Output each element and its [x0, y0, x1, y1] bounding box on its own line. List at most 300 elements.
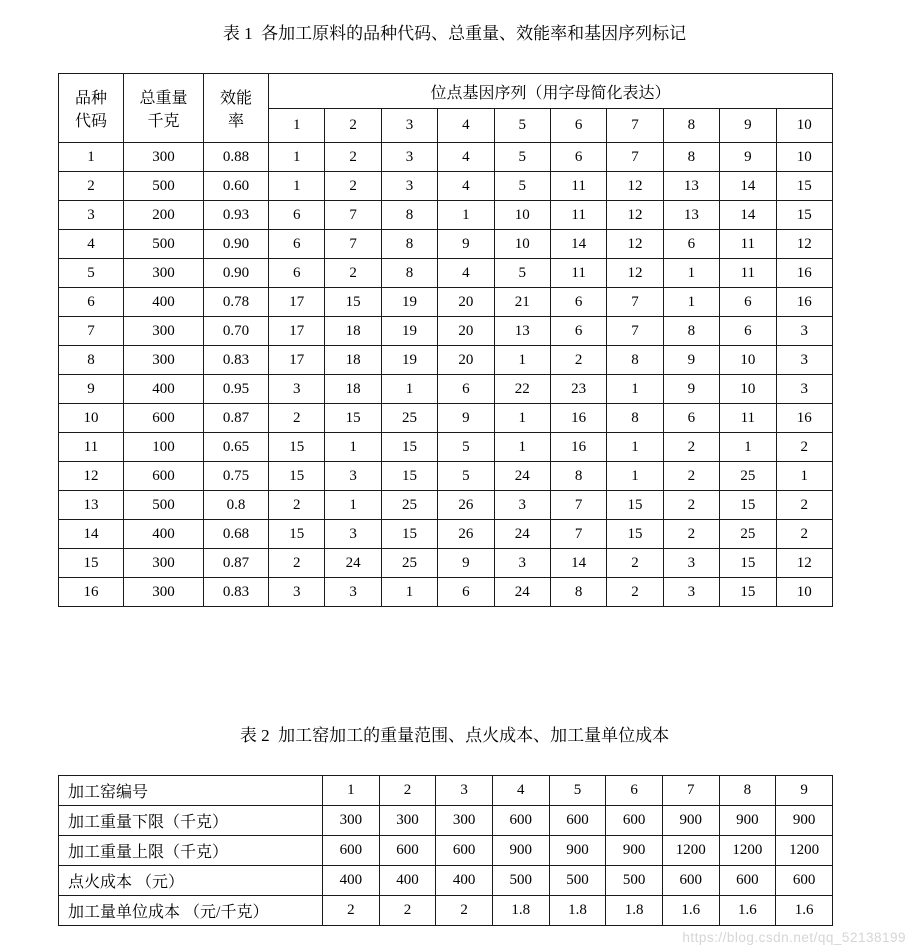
table-row [59, 578, 833, 607]
gene-value-cell: 16 [550, 433, 606, 462]
gene-value-cell: 5 [494, 143, 550, 172]
gene-value-cell: 1 [607, 462, 663, 491]
header-variety-code [59, 74, 124, 143]
gene-value-cell: 2 [269, 491, 325, 520]
gene-value-cell: 2 [663, 462, 719, 491]
gene-value-cell: 2 [269, 404, 325, 433]
gene-value-cell: 1 [720, 433, 776, 462]
gene-value-cell: 11 [720, 259, 776, 288]
gene-value-cell: 1 [325, 491, 381, 520]
gene-value-cell: 6 [550, 288, 606, 317]
gene-value-cell: 1 [325, 433, 381, 462]
gene-value-cell: 2 [269, 549, 325, 578]
table-row [59, 896, 833, 926]
table1-raw-materials [58, 73, 833, 607]
gene-value-cell: 19 [381, 288, 437, 317]
gene-value-cell: 6 [438, 578, 494, 607]
kiln-value-cell: 9 [776, 776, 833, 806]
table-row [59, 866, 833, 896]
gene-value-cell: 2 [776, 433, 832, 462]
kiln-value-cell: 8 [719, 776, 776, 806]
gene-value-cell: 1 [438, 201, 494, 230]
gene-value-cell: 6 [550, 317, 606, 346]
gene-value-cell: 10 [494, 201, 550, 230]
variety-code-cell: 16 [59, 578, 124, 607]
gene-value-cell: 12 [776, 549, 832, 578]
efficiency-cell: 0.68 [204, 520, 269, 549]
total-weight-cell: 600 [124, 462, 204, 491]
gene-value-cell: 4 [438, 172, 494, 201]
table2-kiln-parameters [58, 775, 833, 926]
gene-value-cell: 6 [269, 230, 325, 259]
gene-value-cell: 3 [776, 346, 832, 375]
gene-value-cell: 6 [663, 404, 719, 433]
efficiency-cell: 0.8 [204, 491, 269, 520]
gene-value-cell: 18 [325, 375, 381, 404]
gene-value-cell: 2 [663, 491, 719, 520]
total-weight-cell: 300 [124, 259, 204, 288]
table-row [59, 288, 833, 317]
gene-value-cell: 15 [720, 491, 776, 520]
gene-column-header: 4 [438, 109, 494, 143]
gene-value-cell: 7 [550, 491, 606, 520]
kiln-value-cell: 2 [436, 896, 493, 926]
table-row [59, 317, 833, 346]
gene-value-cell: 15 [325, 288, 381, 317]
gene-value-cell: 9 [663, 346, 719, 375]
gene-value-cell: 2 [607, 549, 663, 578]
kiln-value-cell: 900 [492, 836, 549, 866]
kiln-value-cell: 300 [379, 806, 436, 836]
gene-value-cell: 25 [381, 549, 437, 578]
gene-value-cell: 6 [663, 230, 719, 259]
header-total-weight-line1: 总重量 [139, 90, 188, 107]
header-variety-code-line1: 品种 [74, 90, 107, 107]
gene-value-cell: 1 [269, 143, 325, 172]
gene-value-cell: 18 [325, 346, 381, 375]
total-weight-cell: 300 [124, 549, 204, 578]
variety-code-cell: 7 [59, 317, 124, 346]
table-row [59, 375, 833, 404]
gene-value-cell: 3 [381, 143, 437, 172]
gene-value-cell: 17 [269, 346, 325, 375]
gene-value-cell: 3 [776, 375, 832, 404]
kiln-value-cell: 2 [379, 896, 436, 926]
gene-value-cell: 3 [381, 172, 437, 201]
gene-value-cell: 20 [438, 346, 494, 375]
gene-value-cell: 10 [720, 346, 776, 375]
variety-code-cell: 5 [59, 259, 124, 288]
gene-value-cell: 16 [776, 404, 832, 433]
gene-value-cell: 6 [438, 375, 494, 404]
gene-value-cell: 15 [381, 462, 437, 491]
kiln-value-cell: 900 [662, 806, 719, 836]
gene-value-cell: 12 [607, 259, 663, 288]
gene-value-cell: 12 [607, 172, 663, 201]
gene-value-cell: 4 [438, 143, 494, 172]
gene-value-cell: 3 [325, 578, 381, 607]
gene-value-cell: 11 [550, 259, 606, 288]
efficiency-cell: 0.83 [204, 578, 269, 607]
efficiency-cell: 0.93 [204, 201, 269, 230]
kiln-value-cell: 500 [549, 866, 606, 896]
gene-value-cell: 24 [494, 578, 550, 607]
gene-value-cell: 2 [663, 520, 719, 549]
kiln-value-cell: 600 [323, 836, 380, 866]
efficiency-cell: 0.87 [204, 404, 269, 433]
gene-value-cell: 12 [607, 201, 663, 230]
kiln-value-cell: 7 [662, 776, 719, 806]
gene-value-cell: 14 [550, 549, 606, 578]
efficiency-cell: 0.83 [204, 346, 269, 375]
gene-value-cell: 24 [325, 549, 381, 578]
table2-title: 表 2 加工窑加工的重量范围、点火成本、加工量单位成本 [239, 726, 670, 745]
total-weight-cell: 500 [124, 172, 204, 201]
total-weight-cell: 400 [124, 520, 204, 549]
kiln-value-cell: 600 [492, 806, 549, 836]
gene-value-cell: 19 [381, 346, 437, 375]
gene-value-cell: 15 [607, 491, 663, 520]
gene-value-cell: 13 [663, 201, 719, 230]
header-efficiency-line1: 效能 [219, 90, 252, 107]
header-total-weight-line2: 千克 [147, 113, 180, 130]
gene-value-cell: 5 [494, 172, 550, 201]
kiln-value-cell: 6 [606, 776, 663, 806]
gene-value-cell: 15 [269, 462, 325, 491]
gene-value-cell: 8 [381, 201, 437, 230]
table-row [59, 259, 833, 288]
kiln-value-cell: 1200 [662, 836, 719, 866]
total-weight-cell: 400 [124, 375, 204, 404]
gene-value-cell: 12 [776, 230, 832, 259]
header-gene-sequence-group: 位点基因序列（用字母简化表达） [269, 74, 833, 109]
gene-value-cell: 5 [438, 462, 494, 491]
gene-value-cell: 7 [607, 317, 663, 346]
gene-value-cell: 2 [325, 259, 381, 288]
gene-value-cell: 10 [776, 143, 832, 172]
gene-value-cell: 8 [607, 346, 663, 375]
efficiency-cell: 0.70 [204, 317, 269, 346]
table-row [59, 520, 833, 549]
kiln-value-cell: 400 [379, 866, 436, 896]
gene-value-cell: 16 [776, 288, 832, 317]
kiln-value-cell: 600 [606, 806, 663, 836]
table-row [59, 836, 833, 866]
kiln-value-cell: 500 [492, 866, 549, 896]
kiln-value-cell: 900 [719, 806, 776, 836]
row-label-cell: 加工重量上限（千克） [59, 836, 323, 866]
table1-title: 表 1 各加工原料的品种代码、总重量、效能率和基因序列标记 [222, 24, 687, 43]
gene-value-cell: 1 [494, 346, 550, 375]
kiln-value-cell: 1.8 [549, 896, 606, 926]
gene-value-cell: 14 [720, 201, 776, 230]
header-total-weight [124, 74, 204, 143]
kiln-value-cell: 1.8 [492, 896, 549, 926]
gene-value-cell: 15 [269, 520, 325, 549]
table2-body [59, 776, 833, 926]
kiln-value-cell: 900 [606, 836, 663, 866]
efficiency-cell: 0.60 [204, 172, 269, 201]
gene-value-cell: 1 [663, 288, 719, 317]
gene-value-cell: 10 [720, 375, 776, 404]
gene-value-cell: 18 [325, 317, 381, 346]
total-weight-cell: 500 [124, 230, 204, 259]
gene-value-cell: 6 [720, 317, 776, 346]
kiln-value-cell: 2 [323, 896, 380, 926]
gene-value-cell: 9 [720, 143, 776, 172]
gene-value-cell: 3 [663, 578, 719, 607]
gene-value-cell: 7 [325, 230, 381, 259]
gene-value-cell: 26 [438, 520, 494, 549]
gene-value-cell: 9 [438, 404, 494, 433]
variety-code-cell: 13 [59, 491, 124, 520]
table-row [59, 549, 833, 578]
gene-value-cell: 15 [381, 433, 437, 462]
gene-value-cell: 1 [494, 433, 550, 462]
kiln-value-cell: 600 [379, 836, 436, 866]
kiln-value-cell: 600 [776, 866, 833, 896]
efficiency-cell: 0.75 [204, 462, 269, 491]
gene-value-cell: 1 [663, 259, 719, 288]
kiln-value-cell: 4 [492, 776, 549, 806]
total-weight-cell: 300 [124, 578, 204, 607]
gene-value-cell: 14 [720, 172, 776, 201]
gene-value-cell: 3 [494, 491, 550, 520]
gene-value-cell: 4 [438, 259, 494, 288]
gene-value-cell: 26 [438, 491, 494, 520]
gene-value-cell: 6 [269, 259, 325, 288]
gene-value-cell: 9 [438, 230, 494, 259]
gene-value-cell: 22 [494, 375, 550, 404]
gene-value-cell: 7 [607, 143, 663, 172]
gene-value-cell: 6 [550, 143, 606, 172]
total-weight-cell: 300 [124, 346, 204, 375]
gene-value-cell: 3 [325, 462, 381, 491]
total-weight-cell: 400 [124, 288, 204, 317]
gene-value-cell: 5 [438, 433, 494, 462]
gene-value-cell: 13 [494, 317, 550, 346]
gene-value-cell: 23 [550, 375, 606, 404]
table1-body [59, 143, 833, 607]
gene-value-cell: 2 [776, 491, 832, 520]
header-efficiency-rate [204, 74, 269, 143]
variety-code-cell: 3 [59, 201, 124, 230]
kiln-value-cell: 2 [379, 776, 436, 806]
total-weight-cell: 200 [124, 201, 204, 230]
gene-value-cell: 19 [381, 317, 437, 346]
gene-column-header: 5 [494, 109, 550, 143]
row-label-cell: 加工量单位成本 （元/千克） [59, 896, 323, 926]
total-weight-cell: 500 [124, 491, 204, 520]
gene-value-cell: 25 [381, 404, 437, 433]
variety-code-cell: 14 [59, 520, 124, 549]
table-row [59, 172, 833, 201]
gene-value-cell: 20 [438, 317, 494, 346]
variety-code-cell: 2 [59, 172, 124, 201]
gene-value-cell: 1 [607, 375, 663, 404]
gene-value-cell: 11 [720, 404, 776, 433]
gene-value-cell: 25 [720, 520, 776, 549]
gene-column-header: 9 [720, 109, 776, 143]
gene-value-cell: 17 [269, 317, 325, 346]
gene-column-header: 7 [607, 109, 663, 143]
gene-column-header: 3 [381, 109, 437, 143]
gene-value-cell: 11 [550, 201, 606, 230]
gene-value-cell: 3 [269, 578, 325, 607]
gene-value-cell: 10 [776, 578, 832, 607]
gene-value-cell: 15 [720, 549, 776, 578]
kiln-value-cell: 900 [776, 806, 833, 836]
gene-value-cell: 2 [607, 578, 663, 607]
gene-value-cell: 1 [269, 172, 325, 201]
efficiency-cell: 0.90 [204, 259, 269, 288]
gene-value-cell: 8 [381, 259, 437, 288]
gene-column-header: 6 [550, 109, 606, 143]
gene-value-cell: 16 [776, 259, 832, 288]
kiln-value-cell: 900 [549, 836, 606, 866]
table-row [59, 433, 833, 462]
kiln-value-cell: 1.6 [719, 896, 776, 926]
kiln-value-cell: 1.6 [662, 896, 719, 926]
gene-value-cell: 15 [776, 172, 832, 201]
gene-value-cell: 3 [325, 520, 381, 549]
gene-column-header: 1 [269, 109, 325, 143]
variety-code-cell: 6 [59, 288, 124, 317]
kiln-value-cell: 500 [606, 866, 663, 896]
kiln-value-cell: 5 [549, 776, 606, 806]
gene-value-cell: 5 [494, 259, 550, 288]
gene-value-cell: 3 [776, 317, 832, 346]
header-variety-code-line2: 代码 [74, 113, 107, 130]
total-weight-cell: 100 [124, 433, 204, 462]
gene-value-cell: 1 [381, 375, 437, 404]
gene-value-cell: 6 [269, 201, 325, 230]
gene-value-cell: 15 [607, 520, 663, 549]
kiln-value-cell: 1200 [776, 836, 833, 866]
row-label-cell: 点火成本 （元） [59, 866, 323, 896]
efficiency-cell: 0.88 [204, 143, 269, 172]
gene-value-cell: 3 [494, 549, 550, 578]
total-weight-cell: 300 [124, 317, 204, 346]
gene-value-cell: 8 [550, 462, 606, 491]
efficiency-cell: 0.78 [204, 288, 269, 317]
gene-value-cell: 3 [663, 549, 719, 578]
gene-value-cell: 2 [325, 172, 381, 201]
gene-value-cell: 8 [550, 578, 606, 607]
gene-value-cell: 1 [494, 404, 550, 433]
kiln-value-cell: 1200 [719, 836, 776, 866]
gene-value-cell: 10 [494, 230, 550, 259]
gene-value-cell: 6 [720, 288, 776, 317]
watermark-url: https://blog.csdn.net/qq_52138199 [682, 930, 906, 945]
table-row [59, 230, 833, 259]
gene-value-cell: 24 [494, 520, 550, 549]
gene-column-header: 8 [663, 109, 719, 143]
gene-value-cell: 11 [550, 172, 606, 201]
variety-code-cell: 4 [59, 230, 124, 259]
gene-column-header: 10 [776, 109, 832, 143]
kiln-value-cell: 600 [436, 836, 493, 866]
kiln-value-cell: 300 [436, 806, 493, 836]
table1-header [59, 74, 833, 143]
kiln-value-cell: 1 [323, 776, 380, 806]
kiln-value-cell: 600 [719, 866, 776, 896]
gene-value-cell: 20 [438, 288, 494, 317]
gene-value-cell: 15 [381, 520, 437, 549]
gene-value-cell: 8 [663, 317, 719, 346]
gene-value-cell: 2 [663, 433, 719, 462]
gene-value-cell: 7 [550, 520, 606, 549]
gene-value-cell: 3 [269, 375, 325, 404]
variety-code-cell: 11 [59, 433, 124, 462]
gene-value-cell: 2 [550, 346, 606, 375]
gene-value-cell: 13 [663, 172, 719, 201]
kiln-value-cell: 1.6 [776, 896, 833, 926]
header-efficiency-line2: 率 [227, 113, 244, 130]
gene-value-cell: 2 [776, 520, 832, 549]
row-label-cell: 加工重量下限（千克） [59, 806, 323, 836]
efficiency-cell: 0.65 [204, 433, 269, 462]
kiln-value-cell: 3 [436, 776, 493, 806]
gene-value-cell: 8 [381, 230, 437, 259]
gene-value-cell: 16 [550, 404, 606, 433]
gene-value-cell: 15 [720, 578, 776, 607]
gene-value-cell: 1 [607, 433, 663, 462]
variety-code-cell: 1 [59, 143, 124, 172]
table-row [59, 491, 833, 520]
total-weight-cell: 300 [124, 143, 204, 172]
total-weight-cell: 600 [124, 404, 204, 433]
table-row [59, 201, 833, 230]
gene-value-cell: 11 [720, 230, 776, 259]
efficiency-cell: 0.95 [204, 375, 269, 404]
table-row [59, 404, 833, 433]
variety-code-cell: 10 [59, 404, 124, 433]
gene-value-cell: 7 [607, 288, 663, 317]
efficiency-cell: 0.87 [204, 549, 269, 578]
variety-code-cell: 8 [59, 346, 124, 375]
gene-value-cell: 15 [776, 201, 832, 230]
variety-code-cell: 12 [59, 462, 124, 491]
gene-value-cell: 15 [325, 404, 381, 433]
table-row [59, 462, 833, 491]
kiln-value-cell: 300 [323, 806, 380, 836]
gene-value-cell: 8 [663, 143, 719, 172]
gene-value-cell: 7 [325, 201, 381, 230]
gene-value-cell: 9 [663, 375, 719, 404]
table-row [59, 143, 833, 172]
gene-value-cell: 17 [269, 288, 325, 317]
table1-header-row-1 [59, 74, 833, 109]
table-row [59, 776, 833, 806]
gene-value-cell: 21 [494, 288, 550, 317]
gene-value-cell: 25 [381, 491, 437, 520]
table-row [59, 806, 833, 836]
gene-value-cell: 24 [494, 462, 550, 491]
table-row [59, 346, 833, 375]
gene-value-cell: 15 [269, 433, 325, 462]
row-label-cell: 加工窑编号 [59, 776, 323, 806]
gene-value-cell: 1 [381, 578, 437, 607]
gene-column-header: 2 [325, 109, 381, 143]
gene-value-cell: 9 [438, 549, 494, 578]
efficiency-cell: 0.90 [204, 230, 269, 259]
gene-value-cell: 1 [776, 462, 832, 491]
kiln-value-cell: 1.8 [606, 896, 663, 926]
gene-value-cell: 25 [720, 462, 776, 491]
kiln-value-cell: 600 [662, 866, 719, 896]
gene-value-cell: 8 [607, 404, 663, 433]
